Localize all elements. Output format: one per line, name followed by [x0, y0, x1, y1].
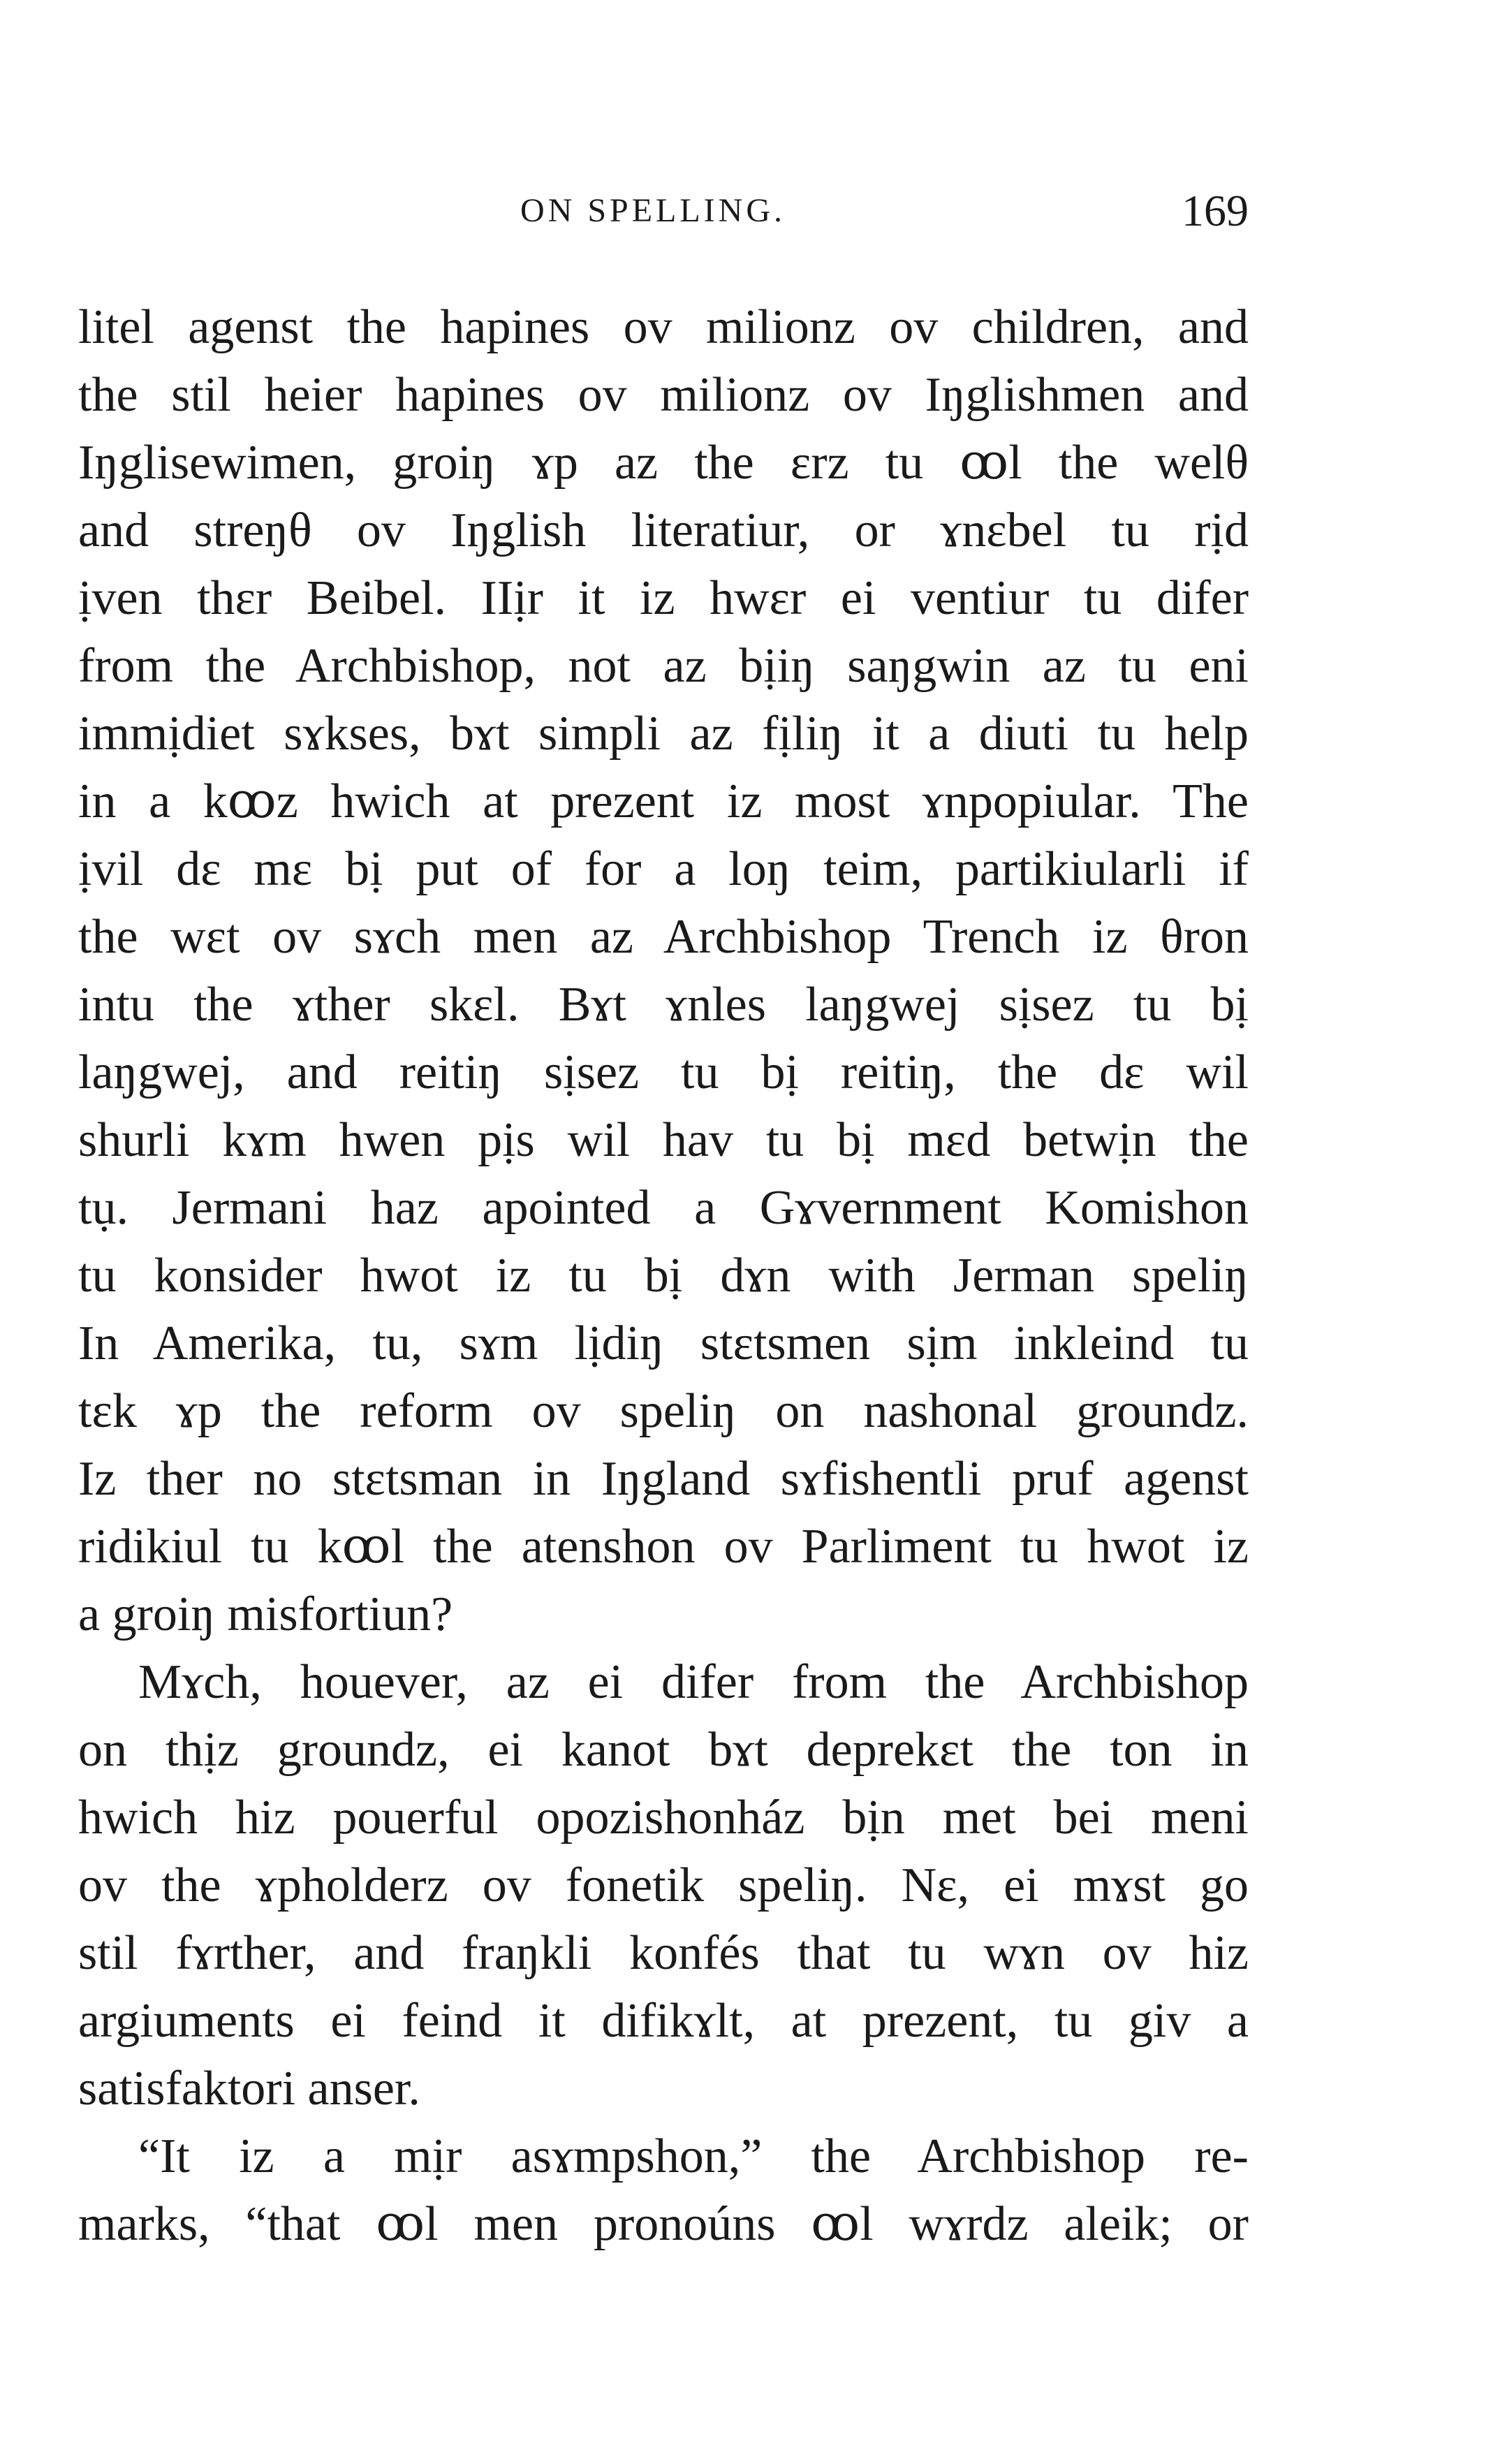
page-number: 169 — [1182, 186, 1249, 235]
text-line: ịvil dɛ mɛ bị put of for a loŋ teim, partikiularli if — [78, 842, 1249, 896]
text-line: the stil heier hapines ov milionz ov Iŋglishmen and — [78, 368, 1249, 422]
text-line: litel agenst the hapines ov milionz ov children, and — [78, 300, 1249, 354]
text-line: from the Archbishop, not az bịiŋ saŋgwin az tu eni — [78, 639, 1249, 693]
text-line: tu konsider hwot iz tu bị dɤn with Jerman speliŋ — [78, 1249, 1249, 1303]
text-line: Iz ther no stɛtsman in Iŋgland sɤfishentli pruf agenst — [78, 1452, 1249, 1506]
text-line: and streŋθ ov Iŋglish literatiur, or ɤnɛbel tu rịd — [78, 504, 1249, 557]
text-line: argiuments ei feind it difikɤlt, at prezent, tu giv a — [78, 1994, 1249, 2048]
paragraph-start-line: “It iz a mịr asɤmpshon,” the Archbishop re- — [138, 2129, 1249, 2183]
text-line: tụ. Jermani haz apointed a Gɤvernment Komishon — [78, 1181, 1249, 1235]
paragraph-start-line: Mɤch, houever, az ei difer from the Archbishop — [138, 1655, 1249, 1709]
text-line: hwich hiz pouerful opozishonház bịn met bei meni — [78, 1791, 1249, 1845]
text-line: ridikiul tu kꝏl the atenshon ov Parliment tu hwot iz — [78, 1520, 1249, 1574]
text-line: Iŋglisewimen, groiŋ ɤp az the ɛrz tu ꝏl the welθ — [78, 436, 1249, 490]
running-head — [0, 183, 1507, 239]
text-line: on thịz groundz, ei kanot bɤt deprekɛt the ton in — [78, 1723, 1249, 1777]
text-line: in a kꝏz hwich at prezent iz most ɤnpopiular. The — [78, 775, 1249, 828]
running-title: ON SPELLING. — [520, 192, 786, 229]
text-line: immịdiet sɤkses, bɤt simpli az fịliŋ it a diuti tu help — [78, 707, 1249, 761]
text-line: laŋgwej, and reitiŋ sịsez tu bị reitiŋ, the dɛ wil — [78, 1046, 1249, 1099]
text-line: marks, “that ꝏl men pronoúns ꝏl wɤrdz aleik; or — [78, 2197, 1249, 2251]
text-line: shurli kɤm hwen pịs wil hav tu bị mɛd betwịn the — [78, 1113, 1249, 1167]
paragraph-end-line: a groiŋ misfortiun? — [78, 1587, 453, 1641]
text-line: intu the ɤther skɛl. Bɤt ɤnles laŋgwej sịsez tu bị — [78, 978, 1249, 1032]
text-line: tɛk ɤp the reform ov speliŋ on nashonal groundz. — [78, 1384, 1249, 1438]
text-line: ov the ɤpholderz ov fonetik speliŋ. Nɛ, ei mɤst go — [78, 1858, 1249, 1912]
text-line: stil fɤrther, and fraŋkli konfés that tu wɤn ov hiz — [78, 1926, 1249, 1980]
paragraph-end-line: satisfaktori anser. — [78, 2062, 420, 2115]
text-line: ịven thɛr Beibel. IIịr it iz hwɛr ei ventiur tu difer — [78, 571, 1249, 625]
body-text — [78, 293, 1249, 2258]
text-line: In Amerika, tu, sɤm lịdiŋ stɛtsmen sịm inkleind tu — [78, 1317, 1249, 1370]
text-line: the wɛt ov sɤch men az Archbishop Trench iz θron — [78, 910, 1249, 964]
